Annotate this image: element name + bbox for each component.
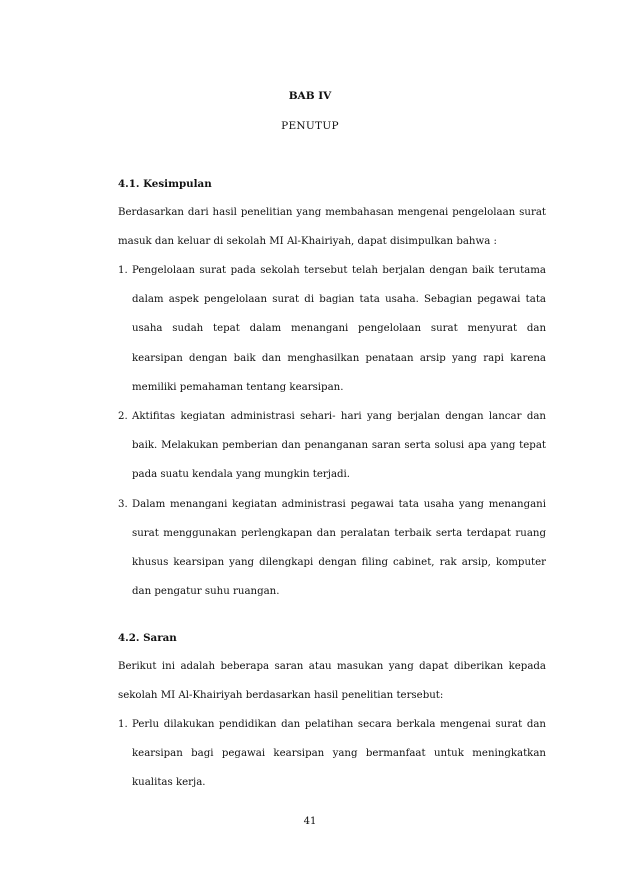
chapter-title: PENUTUP — [281, 120, 339, 132]
list-item-text: Dalam menangani kegiatan administrasi pegawai tata usaha yang menangani surat menggunakan perlengkapan dan peralatan terbaik serta terdapat ruang khusus kearsipan yang dilengkapi dengan filing cabinet, rak arsip, komputer dan pengatur suhu ruangan. — [132, 498, 546, 598]
list-item-text: Aktifitas kegiatan administrasi sehari- hari yang berjalan dengan lancar dan baik. Melakukan pemberian dan penanganan saran serta solusi apa yang tepat pada suatu kendala yang mungkin terjadi. — [132, 411, 546, 481]
list-item-text: Perlu dilakukan pendidikan dan pelatihan secara berkala mengenai surat dan kearsipan bagi pegawai kearsipan yang bermanfaat untuk meningkatkan kualitas kerja. — [132, 719, 546, 789]
section-heading-kesimpulan: 4.1. Kesimpulan — [118, 178, 212, 190]
list-item — [118, 710, 546, 798]
list-item-number: 3. — [118, 498, 128, 510]
list-item — [118, 256, 546, 402]
list-item-text: Pengelolaan surat pada sekolah tersebut telah berjalan dengan baik terutama dalam aspek pengelolaan surat di bagian tata usaha. Sebagian pegawai tata usaha sudah tepat dalam menangani pengelolaan surat menyurat dan kearsipan dengan baik dan menghasilkan penataan arsip yang rapi karena memiliki pemahaman tentang kearsipan. — [132, 265, 546, 393]
list-item-number: 2. — [118, 411, 128, 423]
list-item-number: 1. — [118, 265, 128, 276]
page-number: 41 — [303, 816, 317, 827]
section-heading-saran: 4.2. Saran — [118, 632, 177, 644]
list-item-number: 1. — [118, 719, 128, 730]
list-item — [118, 402, 546, 490]
section-intro-saran: Berikut ini adalah beberapa saran atau masukan yang dapat diberikan kepada sekolah MI Al-Khairiyah berdasarkan hasil penelitian tersebut: — [118, 661, 546, 702]
list-kesimpulan — [118, 256, 546, 606]
list-item — [118, 490, 546, 607]
chapter-number: BAB IV — [288, 90, 332, 102]
section-intro-kesimpulan: Berdasarkan dari hasil penelitian yang membahasan mengenai pengelolaan surat masuk dan keluar di sekolah MI Al-Khairiyah, dapat disimpulkan bahwa : — [118, 207, 546, 248]
list-saran — [118, 710, 546, 798]
